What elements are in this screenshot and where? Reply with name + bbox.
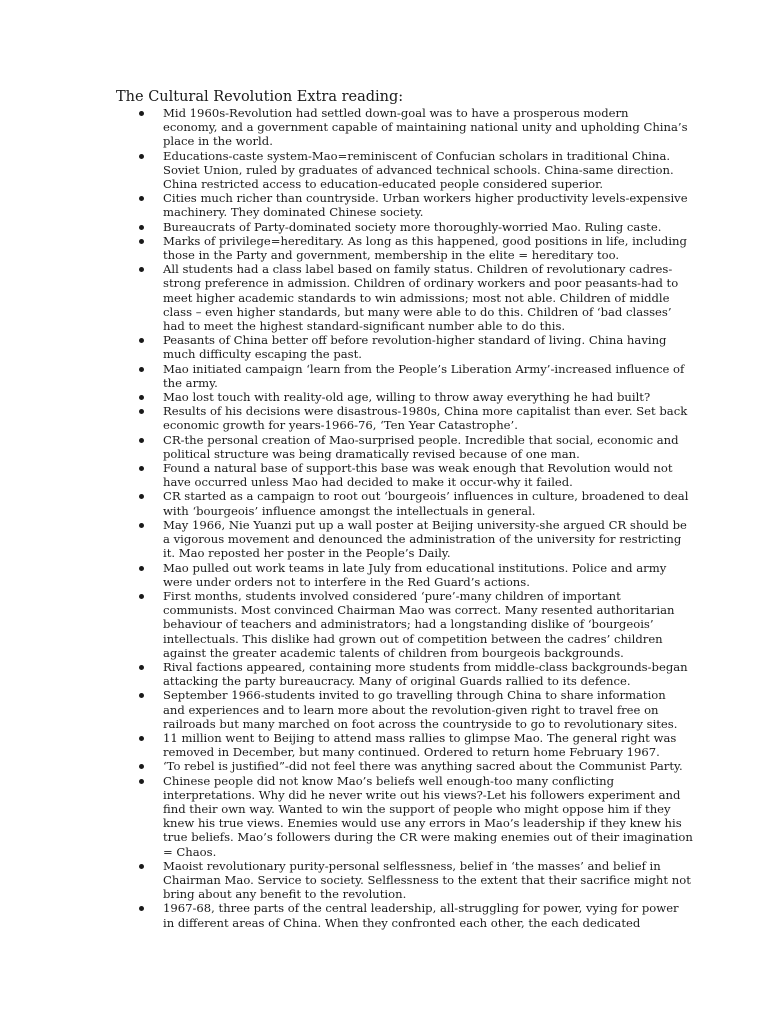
bullet-text-line: railroads but many marched on foot across the countryside to go to revolutionary sites. bbox=[163, 716, 678, 731]
bullet-text-line: the army. bbox=[163, 375, 218, 390]
bullet-item bbox=[0, 759, 768, 773]
bullet-point-icon bbox=[139, 338, 144, 343]
bullet-point-icon bbox=[139, 438, 144, 443]
bullet-text-line: Soviet Union, ruled by graduates of advanced technical schools. China-same direction. bbox=[163, 162, 674, 177]
bullet-text-line: true beliefs. Mao’s followers during the CR were making enemies out of their imagination bbox=[163, 830, 693, 845]
bullet-text-line: Mao pulled out work teams in late July from educational institutions. Police and army bbox=[163, 560, 667, 575]
bullet-item bbox=[0, 901, 768, 929]
bullet-text-line: Chairman Mao. Service to society. Selflessness to the extent that their sacrifice might not bbox=[163, 872, 691, 887]
bullet-item bbox=[0, 859, 768, 902]
bullet-item bbox=[0, 433, 768, 461]
bullet-text-line: Mao lost touch with reality-old age, willing to throw away everything he had built? bbox=[163, 390, 651, 405]
bullet-text-line: 11 million went to Beijing to attend mass rallies to glimpse Mao. The general right was bbox=[163, 730, 677, 745]
bullet-point-icon bbox=[139, 239, 144, 244]
bullet-text-line: Mid 1960s-Revolution had settled down-goal was to have a prosperous modern bbox=[163, 106, 629, 120]
bullet-text-line: May 1966, Nie Yuanzi put up a wall poster at Beijing university-she argued CR should be bbox=[163, 517, 687, 532]
bullet-text-line: bring about any benefit to the revolution. bbox=[163, 887, 407, 902]
bullet-text-line: against the greater academic talents of children from bourgeois backgrounds. bbox=[163, 645, 624, 660]
bullet-item bbox=[0, 404, 768, 432]
bullet-item bbox=[0, 262, 768, 333]
bullet-point-icon bbox=[139, 111, 144, 116]
bullet-point-icon bbox=[139, 764, 144, 769]
bullet-text-line: behaviour of teachers and administrators; had a longstanding dislike of ‘bourgeois’ bbox=[163, 617, 654, 632]
bullet-point-icon bbox=[139, 196, 144, 201]
bullet-text-line: economic growth for years-1966-76, ‘Ten Year Catastrophe’. bbox=[163, 418, 518, 433]
bullet-text-line: 1967-68, three parts of the central leadership, all-struggling for power, vying for power bbox=[163, 901, 679, 916]
bullet-text-line: = Chaos. bbox=[163, 844, 217, 859]
bullet-text-line: those in the Party and government, membership in the elite = hereditary too. bbox=[163, 248, 620, 263]
bullet-item bbox=[0, 234, 768, 262]
bullet-text-line: political structure was being dramatically revised because of one man. bbox=[163, 446, 580, 461]
bullet-text-line: September 1966-students invited to go travelling through China to share information bbox=[163, 688, 666, 703]
bullet-text-line: Bureaucrats of Party-dominated society more thoroughly-worried Mao. Ruling caste. bbox=[163, 219, 662, 234]
bullet-point-icon bbox=[139, 494, 144, 499]
bullet-item bbox=[0, 489, 768, 517]
bullet-text-line: it. Mao reposted her poster in the People’s Daily. bbox=[163, 546, 451, 561]
bullet-item bbox=[0, 589, 768, 660]
bullet-text-line: communists. Most convinced Chairman Mao was correct. Many resented authoritarian bbox=[163, 603, 675, 618]
bullet-text-line: machinery. They dominated Chinese society. bbox=[163, 205, 424, 220]
bullet-point-icon bbox=[139, 693, 144, 698]
bullet-text-line: Educations-caste system-Mao=reminiscent of Confucian scholars in traditional China. bbox=[163, 148, 671, 163]
bullet-text-line: much difficulty escaping the past. bbox=[163, 347, 362, 362]
bullet-text-line: removed in December, but many continued. Ordered to return home February 1967. bbox=[163, 745, 660, 760]
bullet-text-line: Rival factions appeared, containing more students from middle-class backgrounds-began bbox=[163, 659, 688, 674]
bullet-text-line: had to meet the highest standard-significant number able to do this. bbox=[163, 319, 566, 334]
bullet-point-icon bbox=[139, 665, 144, 670]
bullet-text-line: and experiences and to learn more about the revolution-given right to travel free on bbox=[163, 702, 659, 717]
bullet-text-line: knew his true views. Enemies would use any errors in Mao’s leadership if they knew his bbox=[163, 816, 682, 831]
bullet-text-line: Results of his decisions were disastrous-1980s, China more capitalist than ever. Set back bbox=[163, 404, 688, 419]
bullet-text-line: intellectuals. This dislike had grown out of competition between the cadres’ children bbox=[163, 631, 663, 646]
bullet-item bbox=[0, 774, 768, 859]
bullet-point-icon bbox=[139, 906, 144, 911]
bullet-item bbox=[0, 731, 768, 759]
bullet-point-icon bbox=[139, 395, 144, 400]
bullet-point-icon bbox=[139, 779, 144, 784]
bullet-text-line: economy, and a government capable of maintaining national unity and upholding China’s bbox=[163, 120, 688, 135]
bullet-point-icon bbox=[139, 225, 144, 230]
bullet-text-line: Chinese people did not know Mao’s beliefs well enough-too many conflicting bbox=[163, 773, 614, 788]
bullet-text-line: class – even higher standards, but many were able to do this. Children of ‘bad classes’ bbox=[163, 304, 672, 319]
bullet-point-icon bbox=[139, 367, 144, 372]
bullet-item bbox=[0, 333, 768, 361]
bullet-text-line: have occurred unless Mao had decided to make it occur-why it failed. bbox=[163, 475, 573, 490]
bullet-item bbox=[0, 220, 768, 234]
bullet-text-line: All students had a class label based on family status. Children of revolutionary cadres- bbox=[163, 262, 673, 277]
bullet-text-line: CR-the personal creation of Mao-surprised people. Incredible that social, economic and bbox=[163, 432, 679, 447]
bullet-point-icon bbox=[139, 154, 144, 159]
bullet-item bbox=[0, 660, 768, 688]
bullet-point-icon bbox=[139, 466, 144, 471]
bullet-point-icon bbox=[139, 566, 144, 571]
bullet-item bbox=[0, 362, 768, 390]
bullet-point-icon bbox=[139, 594, 144, 599]
bullet-point-icon bbox=[139, 267, 144, 272]
bullet-item bbox=[0, 688, 768, 731]
bullet-text-line: CR started as a campaign to root out ‘bourgeois’ influences in culture, broadened to deal bbox=[163, 489, 689, 504]
bullet-item bbox=[0, 518, 768, 561]
document-title: The Cultural Revolution Extra reading: bbox=[116, 89, 404, 105]
bullet-text-line: find their own way. Wanted to win the support of people who might oppose him if they bbox=[163, 801, 671, 816]
bullet-point-icon bbox=[139, 409, 144, 414]
bullet-item bbox=[0, 106, 768, 149]
bullet-text-line: attacking the party bureaucracy. Many of original Guards rallied to its defence. bbox=[163, 674, 631, 689]
bullet-text-line: Marks of privilege=hereditary. As long as this happened, good positions in life, including bbox=[163, 233, 687, 248]
bullet-text-line: a vigorous movement and denounced the administration of the university for restricting bbox=[163, 532, 682, 547]
bullet-item bbox=[0, 191, 768, 219]
bullet-point-icon bbox=[139, 736, 144, 741]
bullet-item bbox=[0, 461, 768, 489]
bullet-text-line: were under orders not to interfere in the Red Guard’s actions. bbox=[163, 574, 530, 589]
bullet-text-line: meet higher academic standards to win admissions; most not able. Children of middle bbox=[163, 290, 670, 305]
bullet-text-line: Maoist revolutionary purity-personal selflessness, belief in ‘the masses’ and belief in bbox=[163, 858, 661, 873]
bullet-text-line: Peasants of China better off before revolution-higher standard of living. China having bbox=[163, 333, 667, 348]
bullet-text-line: interpretations. Why did he never write out his views?-Let his followers experiment and bbox=[163, 787, 681, 802]
bullet-text-line: Found a natural base of support-this base was weak enough that Revolution would not bbox=[163, 461, 673, 476]
bullet-point-icon bbox=[139, 864, 144, 869]
bullet-text-line: in different areas of China. When they confronted each other, the each dedicated bbox=[163, 915, 641, 930]
bullet-text-line: with ‘bourgeois’ influence amongst the intellectuals in general. bbox=[163, 503, 536, 518]
bullet-item bbox=[0, 561, 768, 589]
bullet-item bbox=[0, 390, 768, 404]
bullet-text-line: ‘To rebel is justified”-did not feel there was anything sacred about the Communist Party. bbox=[163, 759, 683, 774]
bullet-text-line: strong preference in admission. Children of ordinary workers and poor peasants-had to bbox=[163, 276, 679, 291]
bullet-point-icon bbox=[139, 523, 144, 528]
bullet-text-line: place in the world. bbox=[163, 134, 273, 149]
bullet-text-line: First months, students involved considered ‘pure’-many children of important bbox=[163, 588, 621, 603]
bullet-text-line: Cities much richer than countryside. Urban workers higher productivity levels-expensive bbox=[163, 191, 688, 206]
bullet-text-line: China restricted access to education-educated people considered superior. bbox=[163, 177, 604, 192]
bullet-list bbox=[0, 106, 768, 930]
bullet-text-line: Mao initiated campaign ‘learn from the People’s Liberation Army’-increased influence of bbox=[163, 361, 685, 376]
bullet-item bbox=[0, 149, 768, 192]
